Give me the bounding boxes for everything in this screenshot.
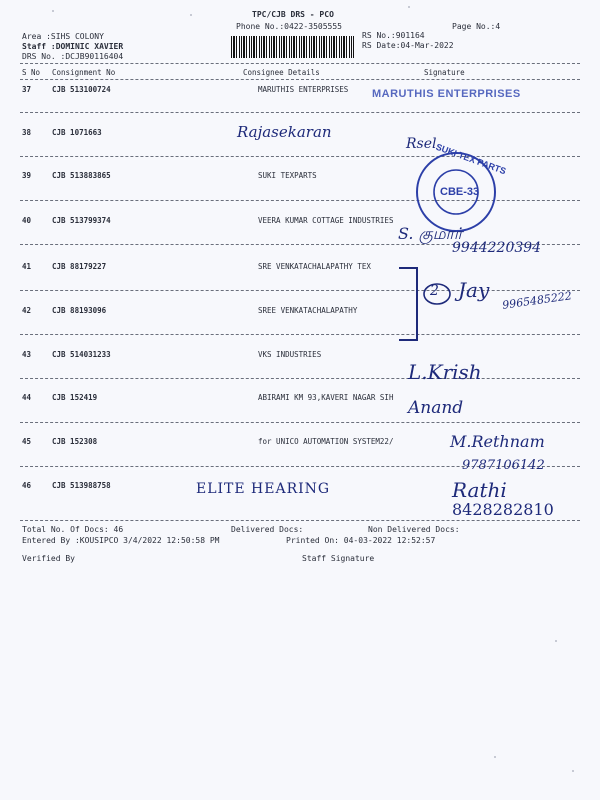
rs-date: RS Date:04-Mar-2022 (362, 41, 454, 50)
staff-label: Staff :DOMINIC XAVIER (22, 42, 124, 51)
header-divider (20, 63, 580, 64)
delivered-docs: Delivered Docs: (231, 525, 304, 534)
row-consignee: SRE VENKATACHALAPATHY TEX (258, 262, 371, 271)
row-consignee: MARUTHIS ENTERPRISES (258, 85, 349, 94)
stamp-top-text: SUKI TEX PARTS (434, 141, 508, 177)
scan-speck (52, 10, 54, 12)
row-divider (20, 520, 580, 521)
row-consignment: CJB 513100724 (52, 85, 111, 94)
row-sno: 42 (22, 306, 32, 315)
row-divider (20, 422, 580, 423)
row-sno: 43 (22, 350, 32, 359)
abirami-signature: Anand (408, 398, 464, 418)
row-divider (20, 112, 580, 113)
barcode (231, 36, 354, 58)
row-consignment: CJB 88193096 (52, 306, 107, 315)
scan-speck (408, 6, 410, 8)
scan-speck (494, 756, 496, 758)
veera-signature: S. குமார் (398, 224, 463, 243)
jay-phone: 9965485222 (501, 289, 573, 312)
drs-number: DRS No. :DCJB90116404 (22, 52, 124, 61)
scan-speck (572, 770, 574, 772)
row-consignment: CJB 88179227 (52, 262, 107, 271)
phone-number: Phone No.:0422-3505555 (236, 22, 342, 31)
row-consignee: SREE VENKATACHALAPATHY (258, 306, 358, 315)
row-consignee: VEERA KUMAR COTTAGE INDUSTRIES (258, 216, 394, 225)
rsel-signature: Rsel (406, 136, 437, 152)
row-sno: 44 (22, 393, 32, 402)
row-sno: 37 (22, 85, 32, 94)
row-sno: 39 (22, 171, 32, 180)
jay-signature: Jay (458, 278, 490, 302)
row-consignment: CJB 513883865 (52, 171, 111, 180)
col-sno: S No (22, 68, 41, 77)
row-sno: 38 (22, 128, 32, 137)
non-delivered-docs: Non Delivered Docs: (368, 525, 460, 534)
row-consignee: VKS INDUSTRIES (258, 350, 322, 359)
entered-by: Entered By :KOUSIPCO 3/4/2022 12:50:58 PM (22, 536, 220, 545)
column-divider (20, 79, 580, 80)
col-signature: Signature (424, 68, 465, 77)
row-divider (20, 334, 580, 335)
row-sno: 46 (22, 481, 32, 490)
col-consignment: Consignment No (52, 68, 116, 77)
document-title: TPC/CJB DRS - PCO (252, 10, 334, 19)
vks-signature: L.Krish (408, 360, 482, 384)
row-divider (20, 290, 580, 291)
row-consignee: SUKI TEXPARTS (258, 171, 317, 180)
row-consignee: ABIRAMI KM 93,KAVERI NAGAR SIH (258, 393, 394, 402)
total-docs: Total No. Of Docs: 46 (22, 525, 124, 534)
scan-speck (190, 14, 192, 16)
col-consignee: Consignee Details (243, 68, 320, 77)
bracket-mark (395, 264, 425, 344)
circled-number: 2 (430, 283, 439, 299)
row-sno: 45 (22, 437, 32, 446)
row-consignment: CJB 1071663 (52, 128, 102, 137)
row-consignment: CJB 152308 (52, 437, 98, 446)
printed-on: Printed On: 04-03-2022 12:52:57 (286, 536, 436, 545)
row-sno: 41 (22, 262, 32, 271)
row-sno: 40 (22, 216, 32, 225)
unico-receiver-phone: 9787106142 (462, 458, 545, 473)
page-number: Page No.:4 (452, 22, 501, 31)
rajasekaran-signature: Rajasekaran (237, 123, 332, 141)
elite-signature: Rathi (452, 478, 507, 502)
area-label: Area :SIHS COLONY (22, 32, 104, 41)
stamp-center-text: CBE-33 (440, 186, 480, 198)
veera-phone: 9944220394 (452, 240, 542, 256)
row-divider (20, 378, 580, 379)
row-consignment: CJB 513799374 (52, 216, 111, 225)
row-consignee: for UNICO AUTOMATION SYSTEM22/ (258, 437, 394, 446)
unico-receiver-name: M.Rethnam (450, 432, 545, 451)
elite-hearing-note: ELITE HEARING (196, 481, 331, 497)
scan-speck (555, 640, 557, 642)
rs-number: RS No.:901164 (362, 31, 425, 40)
maruthis-stamp: MARUTHIS ENTERPRISES (372, 88, 521, 100)
row-consignment: CJB 514031233 (52, 350, 111, 359)
row-consignment: CJB 513988758 (52, 481, 111, 490)
staff-signature-label: Staff Signature (302, 554, 375, 563)
row-consignment: CJB 152419 (52, 393, 98, 402)
verified-by: Verified By (22, 554, 75, 563)
elite-phone: 8428282810 (452, 500, 554, 519)
